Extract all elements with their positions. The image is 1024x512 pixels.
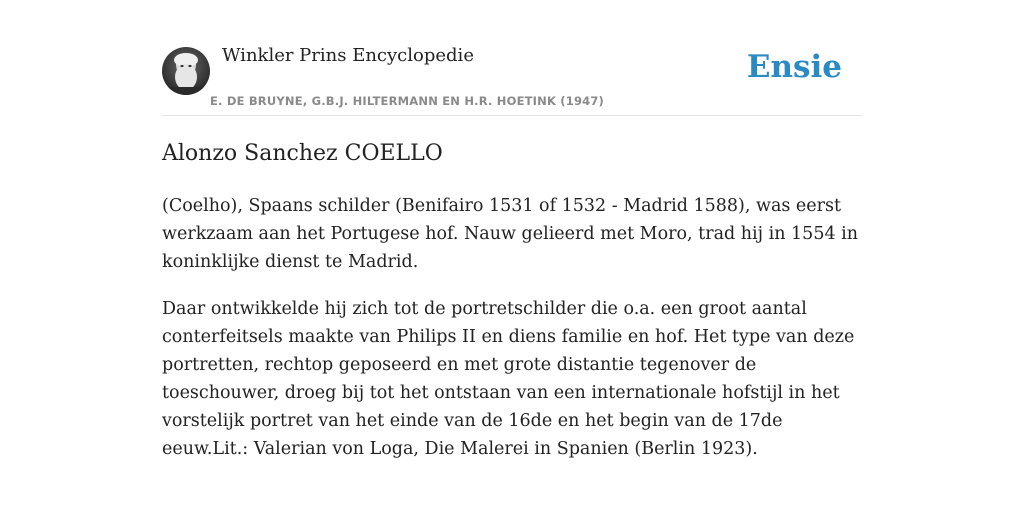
article: [162, 138, 862, 463]
brand-logo[interactable]: Ensie: [746, 49, 842, 85]
source-title[interactable]: Winkler Prins Encyclopedie: [222, 45, 474, 66]
article-title: Alonzo Sanchez COELLO: [162, 141, 443, 166]
author-portrait-icon: [162, 47, 210, 95]
article-paragraph: (Coelho), Spaans schilder (Benifairo 1531 of 1532 - Madrid 1588), was eerst werkzaam aan het Portugese hof. Nauw gelieerd met Moro, trad hij in 1554 in koninklijke dienst te Madrid.: [162, 196, 859, 272]
article-paragraph: Daar ontwikkelde hij zich tot de portretschilder die o.a. een groot aantal conterfeitsels maakte van Philips II en diens familie en hof. Het type van deze portretten, rechtop geposeerd en met grote distantie tegenover de toeschouwer, droeg bij tot het ontstaan van een internationale hofstijl in het vorstelijk portret van het einde van de 16de en het begin van de 17de eeuw.Lit.: Valerian von Loga, Die Malerei in Spanien (Berlin 1923).: [162, 299, 855, 459]
authors-credit: E. DE BRUYNE, G.B.J. HILTERMANN EN H.R. HOETINK (1947): [210, 94, 605, 108]
site-header: [162, 44, 862, 116]
author-avatar: [162, 47, 210, 95]
